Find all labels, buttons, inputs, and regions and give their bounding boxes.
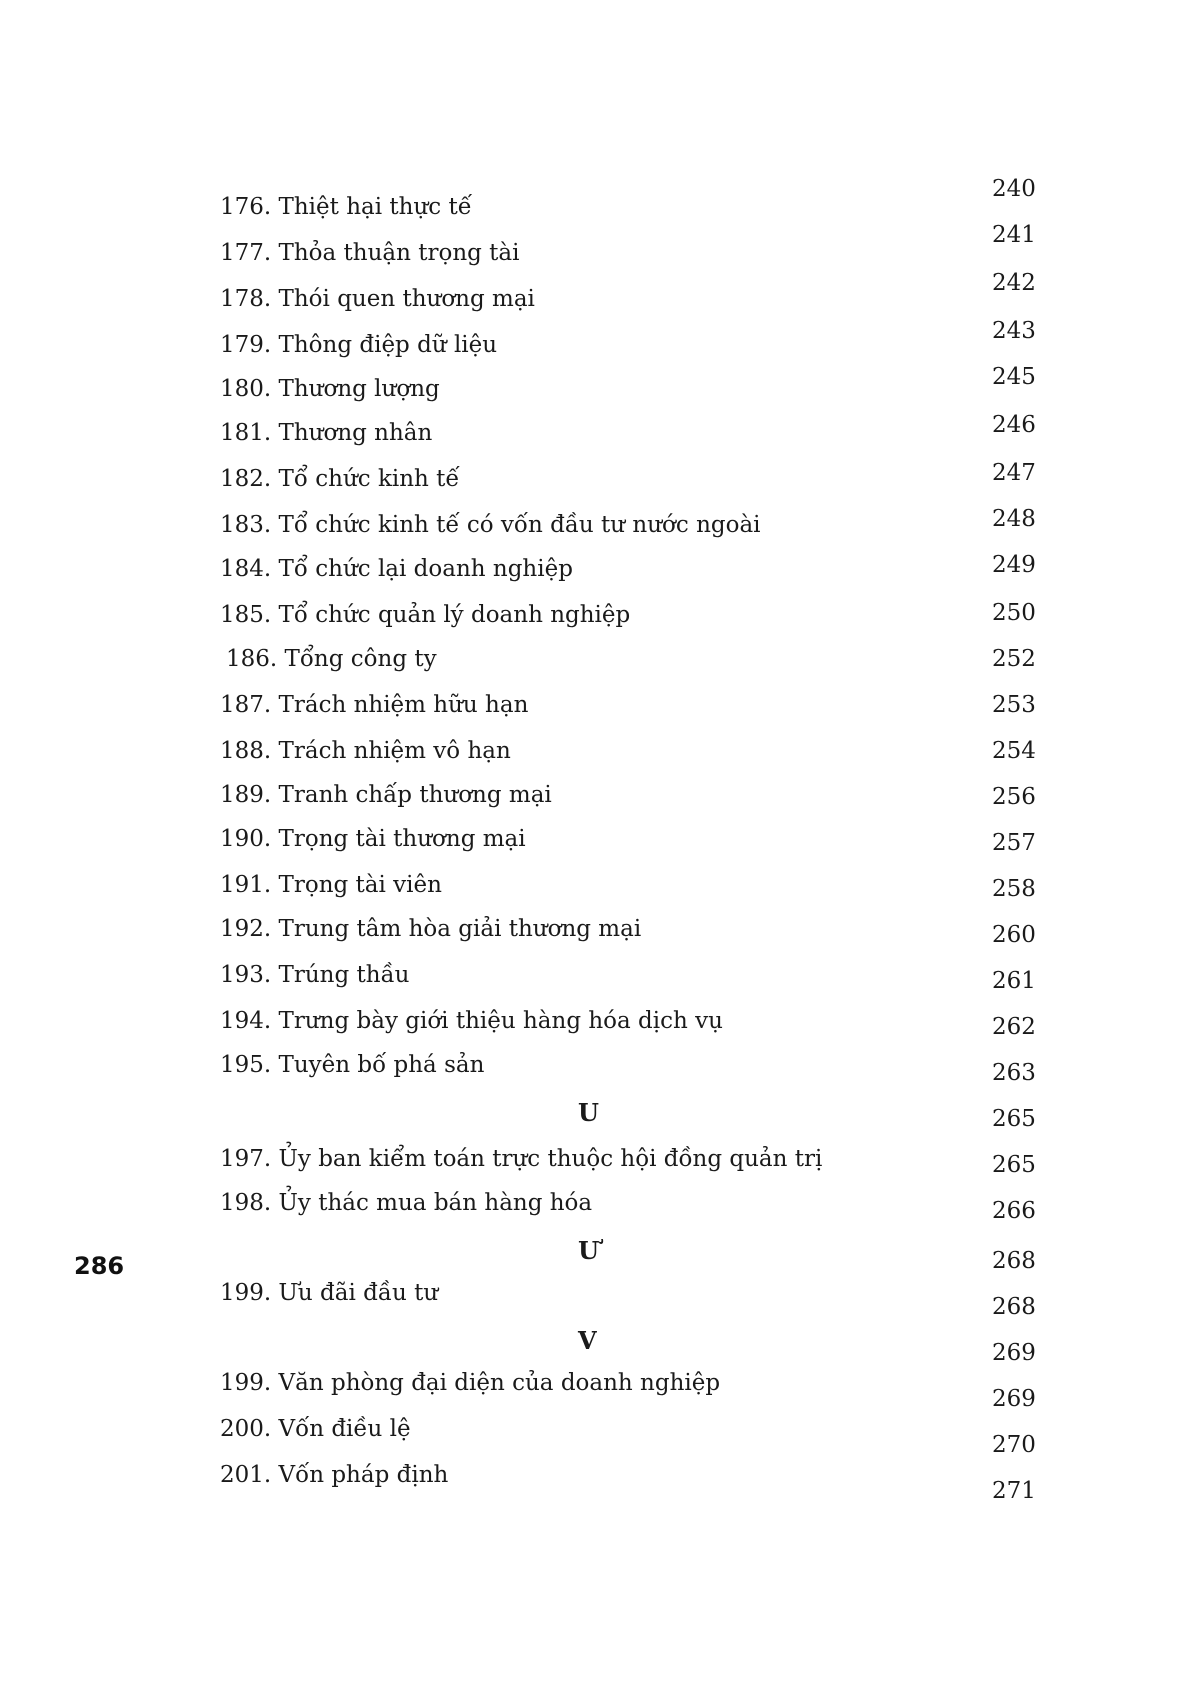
toc-entry-title: 187. Trách nhiệm hữu hạn <box>220 692 529 718</box>
toc-entry-page: 252 <box>992 646 1036 672</box>
toc-entry-page: 268 <box>992 1294 1036 1320</box>
toc-entry-title: 198. Ủy thác mua bán hàng hóa <box>220 1190 593 1216</box>
toc-entry-page: 242 <box>992 270 1036 296</box>
toc-entry <box>0 506 1190 552</box>
toc-entry-page: 248 <box>992 506 1036 532</box>
toc-entry-title: 188. Trách nhiệm vô hạn <box>220 738 511 764</box>
toc-entry-page: 262 <box>992 1014 1036 1040</box>
toc-entry-page: 263 <box>992 1060 1036 1086</box>
section-letter-row <box>0 1098 1190 1150</box>
toc-entry-title: 183. Tổ chức kinh tế có vốn đầu tư nước ngoài <box>220 512 761 538</box>
toc-entry <box>0 318 1190 368</box>
toc-entry-page: 270 <box>992 1432 1036 1458</box>
section-letter-row <box>0 1236 1190 1288</box>
toc-entry-title: 184. Tổ chức lại doanh nghiệp <box>220 556 573 582</box>
toc-entry-page: 268 <box>992 1248 1036 1274</box>
toc-entry-page: 243 <box>992 318 1036 344</box>
toc-entry-page: 260 <box>992 922 1036 948</box>
toc-entry <box>0 460 1190 506</box>
toc-entry-title: 194. Trưng bày giới thiệu hàng hóa dịch vụ <box>220 1008 723 1034</box>
toc-entry <box>0 872 1190 920</box>
toc-entry-page: 254 <box>992 738 1036 764</box>
toc-entry-title: 177. Thỏa thuận trọng tài <box>220 240 520 266</box>
toc-entry-page: 265 <box>992 1152 1036 1178</box>
toc-entry-page: 246 <box>992 412 1036 438</box>
toc-entry <box>0 600 1190 644</box>
toc-entry-page: 253 <box>992 692 1036 718</box>
toc-entry-page: 249 <box>992 552 1036 578</box>
toc-entry <box>0 364 1190 414</box>
toc-entry-title: 199. Ưu đãi đầu tư <box>220 1280 439 1306</box>
toc-entry-title: 186. Tổng công ty <box>226 646 437 672</box>
toc-entry-title: 180. Thương lượng <box>220 376 440 402</box>
toc-entry-page: 265 <box>992 1106 1036 1132</box>
toc-entry <box>0 270 1190 322</box>
toc-entry-title: 191. Trọng tài viên <box>220 872 442 898</box>
toc-entry <box>0 916 1190 966</box>
toc-entry <box>0 1008 1190 1058</box>
toc-entry-title: 185. Tổ chức quản lý doanh nghiệp <box>220 602 631 628</box>
toc-entry-page: 258 <box>992 876 1036 902</box>
toc-entry-page: 241 <box>992 222 1036 248</box>
toc-entry-page: 256 <box>992 784 1036 810</box>
toc-entry-title: 182. Tổ chức kinh tế <box>220 466 460 492</box>
toc-entry <box>0 1370 1190 1426</box>
toc-entry-page: 266 <box>992 1198 1036 1224</box>
toc-entry-page: 261 <box>992 968 1036 994</box>
toc-entry-page: 257 <box>992 830 1036 856</box>
section-letter: U <box>578 1098 599 1127</box>
toc-entry-page: 269 <box>992 1386 1036 1412</box>
toc-entry-title: 193. Trúng thầu <box>220 962 410 988</box>
toc-entry <box>0 552 1190 598</box>
toc-entry-title: 181. Thương nhân <box>220 420 433 446</box>
toc-entry-page: 250 <box>992 600 1036 626</box>
toc-entry <box>0 962 1190 1012</box>
section-letter: Ư <box>578 1236 599 1265</box>
page-number: 286 <box>74 1252 125 1280</box>
toc-entry-page: 271 <box>992 1478 1036 1504</box>
toc-entry-title: 199. Văn phòng đại diện của doanh nghiệp <box>220 1370 721 1396</box>
toc-entry <box>0 646 1190 690</box>
toc-entry-page: 269 <box>992 1340 1036 1366</box>
toc-entry-title: 200. Vốn điều lệ <box>220 1416 411 1442</box>
toc-entry-page: 247 <box>992 460 1036 486</box>
toc-entry-title: 189. Tranh chấp thương mại <box>220 782 552 808</box>
toc-entry-title: 178. Thói quen thương mại <box>220 286 535 312</box>
toc-entry-title: 192. Trung tâm hòa giải thương mại <box>220 916 642 942</box>
toc-entry <box>0 692 1190 736</box>
toc-entry-page: 245 <box>992 364 1036 390</box>
toc-entry <box>0 826 1190 874</box>
toc-entry <box>0 412 1190 460</box>
section-letter: V <box>578 1326 597 1355</box>
toc-entry-title: 195. Tuyên bố phá sản <box>220 1052 485 1078</box>
toc-entry <box>0 782 1190 828</box>
toc-entry-title: 179. Thông điệp dữ liệu <box>220 332 498 358</box>
toc-entry-title: 190. Trọng tài thương mại <box>220 826 526 852</box>
toc-entry <box>0 1146 1190 1196</box>
toc-entry <box>0 1462 1190 1518</box>
toc-entry-page: 240 <box>992 176 1036 202</box>
toc-entry-title: 197. Ủy ban kiểm toán trực thuộc hội đồng quản trị <box>220 1146 823 1172</box>
toc-entry-title: 201. Vốn pháp định <box>220 1462 449 1488</box>
toc-entry-title: 176. Thiệt hại thực tế <box>220 194 472 220</box>
toc-entry <box>0 1416 1190 1472</box>
toc-entry <box>0 738 1190 782</box>
